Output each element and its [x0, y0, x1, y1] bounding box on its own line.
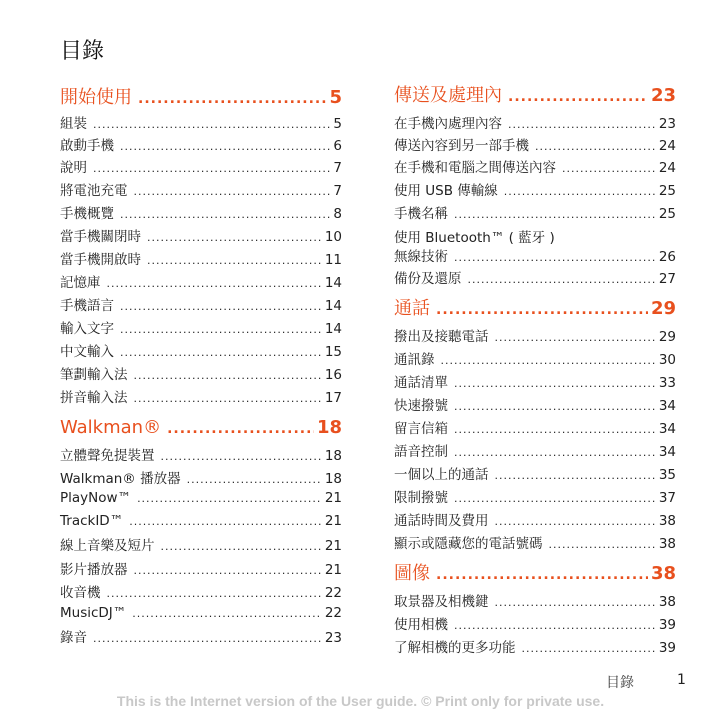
toc-entry-label: 說明 — [60, 160, 87, 176]
dot-leader — [120, 343, 322, 363]
dot-leader — [441, 351, 656, 371]
dot-leader — [107, 274, 322, 294]
toc-entry-label: 留言信箱 — [394, 421, 448, 437]
toc-entry[interactable] — [60, 365, 342, 385]
toc-entry-label: 傳送及處理內 — [394, 85, 502, 106]
toc-page-number: 5 — [333, 116, 342, 132]
toc-entry-label: 圖像 — [394, 563, 430, 584]
dot-leader — [562, 159, 656, 179]
toc-entry[interactable] — [60, 136, 342, 156]
toc-entry[interactable] — [60, 536, 342, 556]
toc-entry-label: 立體聲免提裝置 — [60, 448, 155, 464]
toc-page-number: 34 — [658, 398, 676, 414]
toc-entry[interactable] — [394, 350, 676, 370]
toc-page-number: 29 — [650, 298, 676, 319]
toc-page-number: 14 — [324, 298, 342, 314]
toc-page-number: 22 — [324, 605, 342, 621]
toc-page-number: 18 — [316, 417, 342, 438]
dot-leader — [134, 561, 322, 581]
toc-entry[interactable] — [394, 592, 676, 612]
toc-entry-label: 撥出及接聽電話 — [394, 329, 489, 345]
toc-page-number: 5 — [329, 87, 342, 108]
dot-leader — [508, 115, 656, 135]
toc-entry[interactable] — [60, 273, 342, 293]
toc-entry-label: 當手機關閉時 — [60, 229, 141, 245]
toc-entry-label: 顯示或隱藏您的電話號碼 — [394, 536, 543, 552]
toc-entry[interactable] — [394, 419, 676, 439]
dot-leader — [120, 320, 322, 340]
dot-leader — [535, 137, 656, 157]
dot-leader — [454, 205, 656, 225]
dot-leader — [454, 397, 656, 417]
toc-entry-label: 通話時間及費用 — [394, 513, 489, 529]
toc-entry[interactable] — [394, 327, 676, 347]
dot-leader — [134, 182, 331, 202]
toc-section-heading[interactable] — [394, 561, 676, 587]
dot-leader — [187, 470, 322, 490]
toc-entry[interactable] — [60, 511, 342, 531]
dot-leader — [495, 466, 656, 486]
toc-entry[interactable] — [60, 342, 342, 362]
toc-entry-label: Walkman® 播放器 — [60, 471, 181, 487]
toc-page-number: 17 — [324, 390, 342, 406]
toc-entry[interactable] — [60, 250, 342, 270]
toc-entry-label: 傳送內容到另一部手機 — [394, 138, 529, 154]
toc-entry-label: 備份及還原 — [394, 271, 462, 287]
toc-page-number: 26 — [658, 249, 676, 265]
dot-leader — [454, 374, 656, 394]
toc-page-number: 14 — [324, 275, 342, 291]
dot-leader — [454, 489, 656, 509]
toc-entry[interactable] — [394, 247, 676, 267]
dot-leader — [454, 443, 656, 463]
dot-leader — [93, 629, 322, 649]
toc-page-number: 24 — [658, 160, 676, 176]
toc-entry[interactable] — [394, 638, 676, 658]
toc-entry-label: 通訊錄 — [394, 352, 435, 368]
dot-leader — [147, 228, 322, 248]
toc-entry-label: 收音機 — [60, 585, 101, 601]
toc-page-number: 25 — [658, 206, 676, 222]
toc-page-number: 38 — [658, 594, 676, 610]
toc-entry-label: 了解相機的更多功能 — [394, 640, 516, 656]
toc-entry[interactable] — [394, 465, 676, 485]
toc-page-number: 8 — [333, 206, 342, 222]
toc-entry-label: 手機名稱 — [394, 206, 448, 222]
toc-page-number: 7 — [333, 183, 342, 199]
toc-entry-label: 使用 USB 傳輸線 — [394, 183, 498, 199]
toc-entry-label: TrackID™ — [60, 513, 124, 529]
toc-page-number: 21 — [324, 513, 342, 529]
toc-entry-label: 將電池充電 — [60, 183, 128, 199]
toc-page-number: 34 — [658, 421, 676, 437]
toc-entry-label: 手機語言 — [60, 298, 114, 314]
toc-entry[interactable] — [60, 319, 342, 339]
toc-section-heading[interactable] — [394, 83, 676, 109]
toc-entry-label: 線上音樂及短片 — [60, 538, 155, 554]
toc-entry-label: 一個以上的通話 — [394, 467, 489, 483]
watermark-text: This is the Internet version of the User guide. © Print only for private use. — [116, 693, 605, 709]
toc-page-number: 14 — [324, 321, 342, 337]
toc-entry-label: 筆劃輸入法 — [60, 367, 128, 383]
toc-page-number: 25 — [658, 183, 676, 199]
toc-entry-label: 在手機內處理內容 — [394, 116, 502, 132]
dot-leader — [522, 639, 656, 659]
dot-leader — [161, 537, 322, 557]
toc-entry[interactable] — [394, 158, 676, 178]
toc-entry[interactable] — [394, 373, 676, 393]
toc-entry[interactable] — [394, 511, 676, 531]
dot-leader — [120, 205, 330, 225]
toc-entry[interactable] — [394, 534, 676, 554]
toc-page-number: 7 — [333, 160, 342, 176]
dot-leader — [120, 297, 322, 317]
dot-leader — [495, 593, 656, 613]
toc-page-number: 30 — [658, 352, 676, 368]
toc-entry-label: 開始使用 — [60, 87, 132, 108]
toc-page-number: 29 — [658, 329, 676, 345]
toc-entry-label: 記憶庫 — [60, 275, 101, 291]
dot-leader — [495, 328, 656, 348]
toc-page-number: 38 — [658, 513, 676, 529]
toc-page-number: 39 — [658, 640, 676, 656]
toc-entry[interactable] — [394, 442, 676, 462]
toc-entry-label: PlayNow™ — [60, 490, 132, 506]
toc-entry-label: 當手機開啟時 — [60, 252, 141, 268]
toc-entry-label: 無線技術 — [394, 249, 448, 265]
toc-entry-label: 在手機和電腦之間傳送內容 — [394, 160, 556, 176]
toc-entry-label: 影片播放器 — [60, 562, 128, 578]
toc-entry[interactable] — [394, 269, 676, 289]
dot-leader — [436, 562, 648, 588]
toc-entry[interactable] — [60, 114, 342, 134]
toc-page-number: 6 — [333, 138, 342, 154]
dot-leader — [454, 248, 656, 268]
toc-page-number: 38 — [658, 536, 676, 552]
toc-entry[interactable] — [60, 158, 342, 178]
toc-entry-label: 手機概覽 — [60, 206, 114, 222]
dot-leader — [167, 416, 314, 442]
toc-entry-label: 通話 — [394, 298, 430, 319]
footer-page-number: 1 — [677, 672, 686, 688]
toc-page-number: 21 — [324, 538, 342, 554]
dot-leader — [468, 270, 656, 290]
toc-entry[interactable] — [60, 628, 342, 648]
toc-entry-label: 通話清單 — [394, 375, 448, 391]
dot-leader — [132, 604, 322, 624]
toc-entry[interactable] — [394, 136, 676, 156]
toc-page-number: 18 — [324, 448, 342, 464]
toc-entry-label: 快速撥號 — [394, 398, 448, 414]
toc-page-number: 23 — [650, 85, 676, 106]
toc-entry-label: 中文輸入 — [60, 344, 114, 360]
toc-entry[interactable] — [60, 227, 342, 247]
toc-entry-label: 使用 Bluetooth™ ( 藍牙 ) — [394, 230, 555, 246]
toc-entry[interactable] — [60, 583, 342, 603]
toc-entry-label: 限制撥號 — [394, 490, 448, 506]
toc-entry[interactable] — [394, 615, 676, 635]
dot-leader — [454, 420, 656, 440]
toc-page-number: 11 — [324, 252, 342, 268]
toc-page-number: 23 — [324, 630, 342, 646]
toc-page-number: 21 — [324, 562, 342, 578]
toc-entry[interactable] — [394, 181, 676, 201]
page-title: 目錄 — [60, 39, 105, 64]
toc-entry[interactable] — [394, 396, 676, 416]
toc-page-number: 37 — [658, 490, 676, 506]
toc-page-number: 34 — [658, 444, 676, 460]
toc-entry[interactable] — [60, 560, 342, 580]
toc-page-number: 21 — [324, 490, 342, 506]
dot-leader — [454, 616, 656, 636]
dot-leader — [508, 84, 648, 110]
toc-entry[interactable] — [60, 296, 342, 316]
toc-entry[interactable] — [60, 603, 342, 623]
dot-leader — [93, 159, 330, 179]
toc-entry[interactable] — [60, 488, 342, 508]
dot-leader — [161, 447, 322, 467]
toc-page-number: 22 — [324, 585, 342, 601]
footer-section-name: 目錄 — [606, 675, 634, 691]
dot-leader — [93, 115, 330, 135]
toc-page-number: 15 — [324, 344, 342, 360]
toc-entry-label: 組裝 — [60, 116, 87, 132]
toc-section-heading[interactable] — [60, 85, 342, 111]
dot-leader — [120, 137, 330, 157]
dot-leader — [147, 251, 322, 271]
toc-entry[interactable] — [394, 488, 676, 508]
toc-page-number: 24 — [658, 138, 676, 154]
dot-leader — [495, 512, 656, 532]
toc-page-number: 35 — [658, 467, 676, 483]
toc-entry-label: 拼音輸入法 — [60, 390, 128, 406]
toc-entry-label: Walkman® — [60, 417, 162, 438]
toc-entry-label: 輸入文字 — [60, 321, 114, 337]
toc-section-heading[interactable] — [60, 415, 342, 441]
toc-page-number: 18 — [324, 471, 342, 487]
toc-entry-label: 錄音 — [60, 630, 87, 646]
toc-entry[interactable] — [60, 388, 342, 408]
toc-entry[interactable] — [60, 469, 342, 489]
toc-entry-label: 啟動手機 — [60, 138, 114, 154]
dot-leader — [137, 489, 322, 509]
dot-leader — [504, 182, 656, 202]
dot-leader — [436, 297, 648, 323]
toc-section-heading[interactable] — [394, 296, 676, 322]
toc-entry[interactable] — [60, 204, 342, 224]
toc-entry[interactable] — [394, 204, 676, 224]
toc-page-number: 39 — [658, 617, 676, 633]
toc-page-number: 10 — [324, 229, 342, 245]
dot-leader — [549, 535, 656, 555]
toc-entry-label: 取景器及相機鍵 — [394, 594, 489, 610]
toc-page-number: 23 — [658, 116, 676, 132]
dot-leader — [129, 512, 322, 532]
dot-leader — [134, 366, 322, 386]
toc-page-number: 38 — [650, 563, 676, 584]
toc-entry-label: 語音控制 — [394, 444, 448, 460]
toc-page-number: 27 — [658, 271, 676, 287]
dot-leader — [138, 86, 326, 112]
toc-entry[interactable] — [394, 114, 676, 134]
toc-entry[interactable] — [60, 446, 342, 466]
toc-entry[interactable] — [60, 181, 342, 201]
toc-entry-label: 使用相機 — [394, 617, 448, 633]
toc-page-number: 16 — [324, 367, 342, 383]
toc-entry-label: MusicDJ™ — [60, 605, 127, 621]
toc-page-number: 33 — [658, 375, 676, 391]
dot-leader — [107, 584, 322, 604]
dot-leader — [134, 389, 322, 409]
